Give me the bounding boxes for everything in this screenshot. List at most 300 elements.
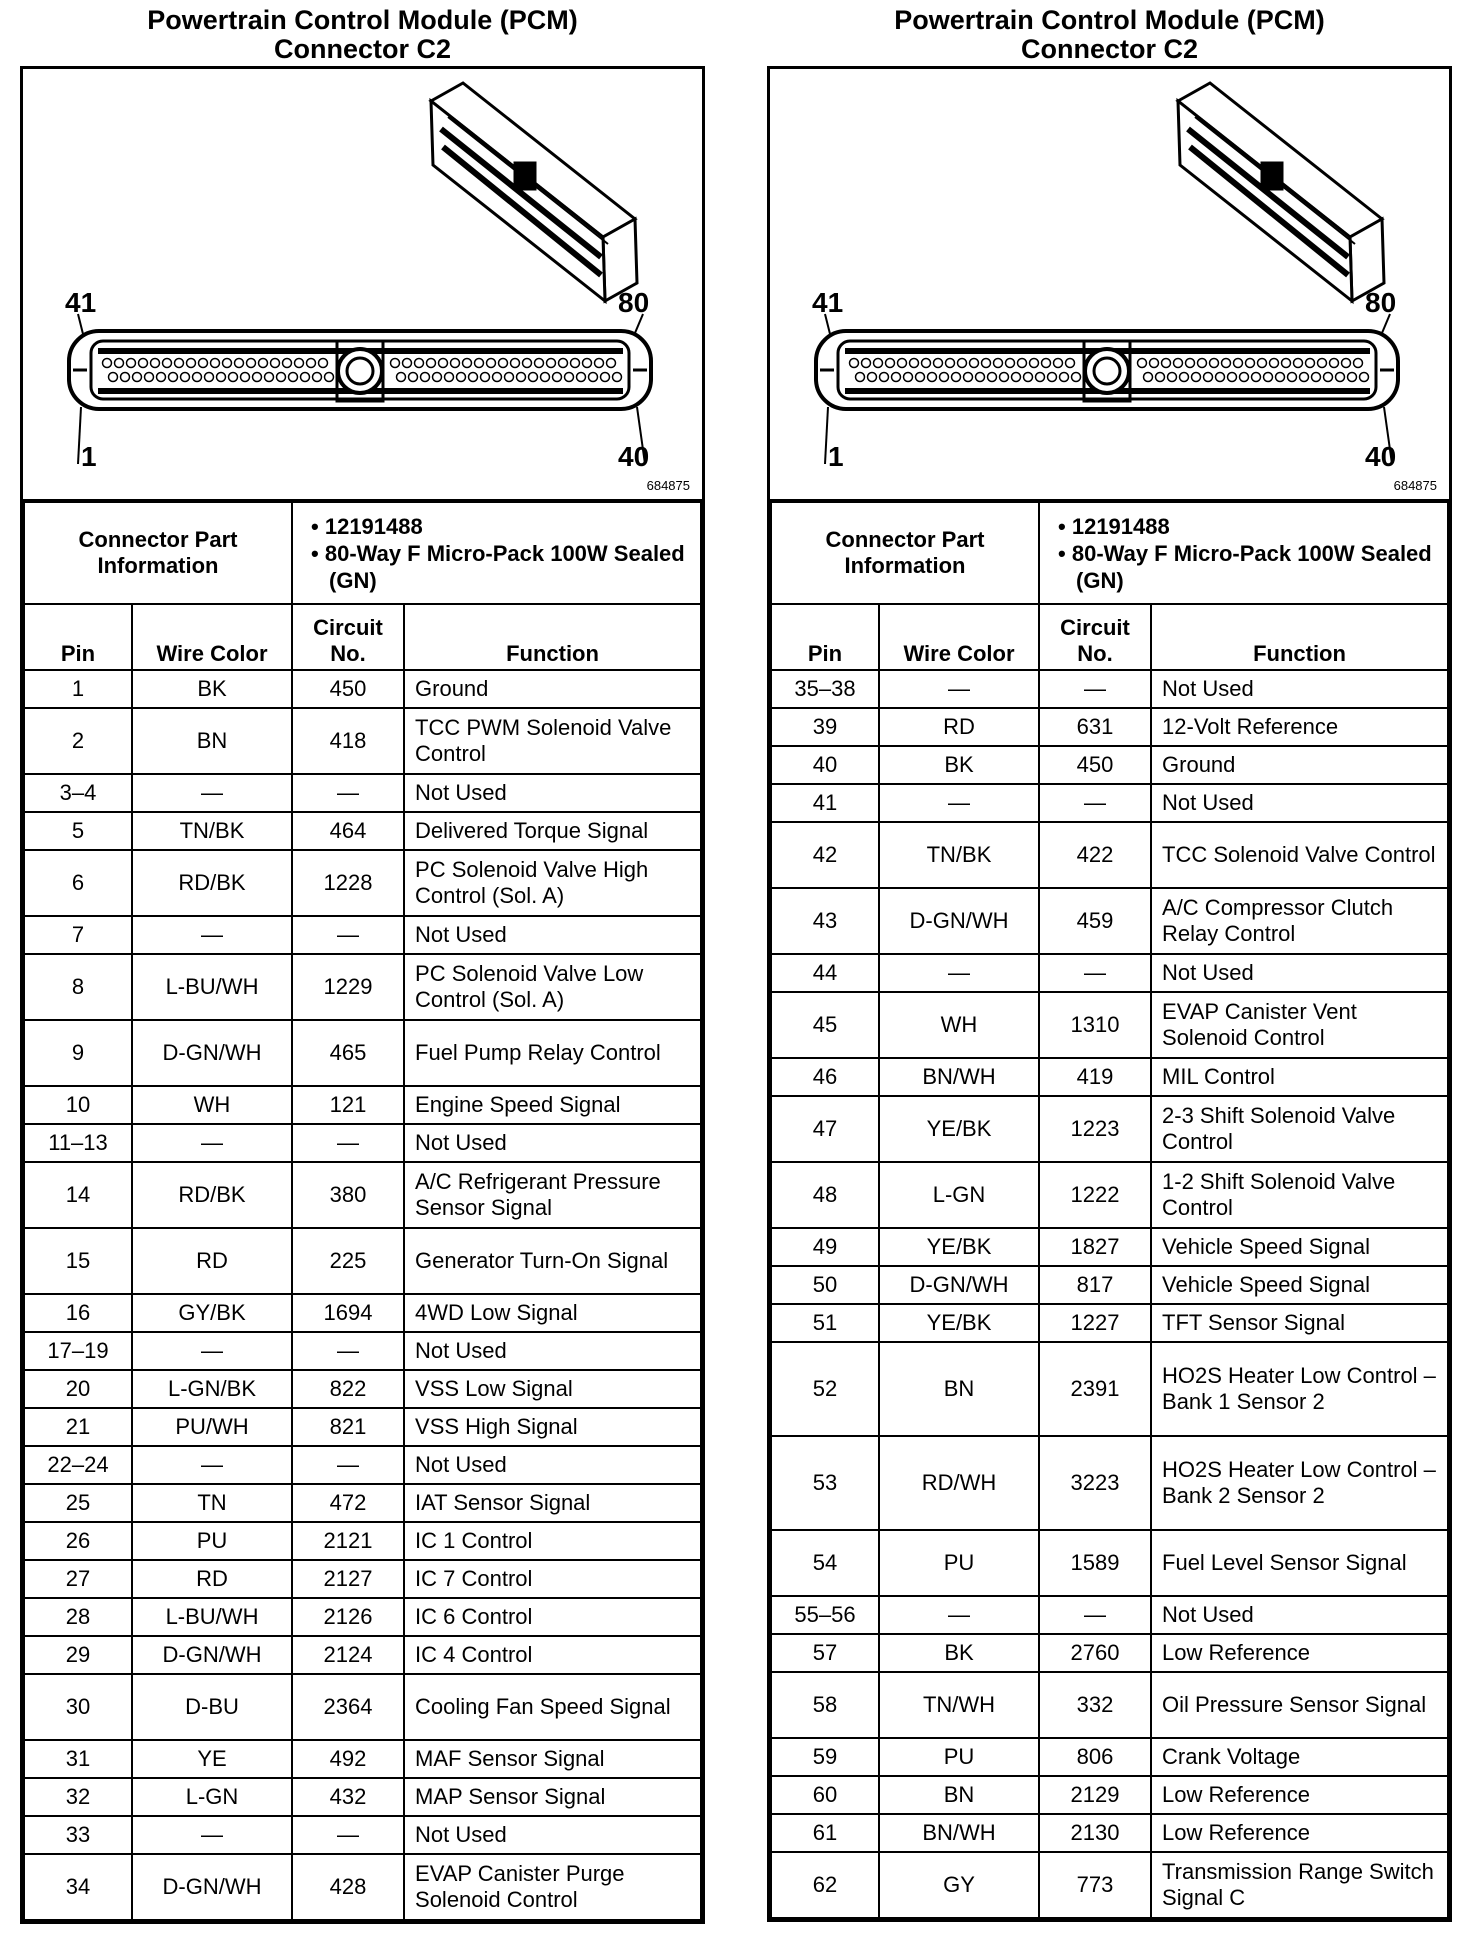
table-row: [771, 1852, 1448, 1918]
wire-color-cell: —: [132, 774, 292, 812]
panel-title: [20, 0, 705, 66]
connector-description: • 80-Way F Micro-Pack 100W Sealed (GN): [329, 540, 694, 594]
pinout-rows: [771, 670, 1448, 1918]
circuit-cell: 1227: [1039, 1304, 1151, 1342]
wire-color-cell: L-BU/WH: [132, 954, 292, 1020]
wire-color-cell: D-GN/WH: [879, 1266, 1039, 1304]
pin-cell: 9: [24, 1020, 132, 1086]
connector-info-label: Connector Part Information: [771, 502, 1039, 604]
wire-color-cell: —: [879, 954, 1039, 992]
circuit-cell: 822: [292, 1370, 404, 1408]
pin-label-40: 40: [1365, 441, 1397, 472]
header-function: Function: [1151, 604, 1448, 670]
pin-cell: 11–13: [24, 1124, 132, 1162]
pin-cell: 21: [24, 1408, 132, 1446]
circuit-cell: 1827: [1039, 1228, 1151, 1266]
pin-cell: 51: [771, 1304, 879, 1342]
function-cell: Not Used: [404, 1446, 701, 1484]
circuit-cell: 773: [1039, 1852, 1151, 1918]
pin-cell: 47: [771, 1096, 879, 1162]
function-cell: Vehicle Speed Signal: [1151, 1266, 1448, 1304]
circuit-cell: —: [292, 916, 404, 954]
wire-color-cell: —: [132, 916, 292, 954]
wire-color-cell: D-GN/WH: [132, 1020, 292, 1086]
table-row: [24, 670, 701, 708]
function-cell: Not Used: [404, 1816, 701, 1854]
connector-diagram: [770, 69, 1449, 501]
pinout-rows: [24, 670, 701, 1920]
circuit-cell: —: [292, 774, 404, 812]
pin-cell: 46: [771, 1058, 879, 1096]
pin-cell: 15: [24, 1228, 132, 1294]
pin-cell: 14: [24, 1162, 132, 1228]
pin-cell: 60: [771, 1776, 879, 1814]
header-pin: Pin: [771, 604, 879, 670]
function-cell: Fuel Level Sensor Signal: [1151, 1530, 1448, 1596]
circuit-cell: 459: [1039, 888, 1151, 954]
connector-3d-view: [431, 83, 637, 301]
table-row: [771, 1814, 1448, 1852]
connector-face: [816, 314, 1398, 464]
table-row: [771, 746, 1448, 784]
pin-cell: 30: [24, 1674, 132, 1740]
wire-color-cell: RD: [879, 708, 1039, 746]
pin-cell: 34: [24, 1854, 132, 1920]
pin-cell: 59: [771, 1738, 879, 1776]
connector-info-row: [24, 502, 701, 604]
circuit-cell: 2364: [292, 1674, 404, 1740]
wire-color-cell: BN: [879, 1342, 1039, 1436]
table-row: [24, 1674, 701, 1740]
circuit-cell: 432: [292, 1778, 404, 1816]
function-cell: IC 6 Control: [404, 1598, 701, 1636]
table-row: [771, 1096, 1448, 1162]
pin-cell: 49: [771, 1228, 879, 1266]
pin-cell: 25: [24, 1484, 132, 1522]
wire-color-cell: L-GN: [879, 1162, 1039, 1228]
function-cell: VSS High Signal: [404, 1408, 701, 1446]
header-circuit: Circuit No.: [1039, 604, 1151, 670]
wire-color-cell: YE: [132, 1740, 292, 1778]
table-row: [24, 1816, 701, 1854]
function-cell: Not Used: [1151, 954, 1448, 992]
wire-color-cell: L-BU/WH: [132, 1598, 292, 1636]
connector-info-items: [292, 502, 701, 604]
function-cell: IAT Sensor Signal: [404, 1484, 701, 1522]
table-row: [771, 1530, 1448, 1596]
table-row: [24, 812, 701, 850]
pin-cell: 28: [24, 1598, 132, 1636]
wire-color-cell: RD: [132, 1560, 292, 1598]
function-cell: Not Used: [1151, 670, 1448, 708]
pin-cell: 17–19: [24, 1332, 132, 1370]
wire-color-cell: PU: [879, 1738, 1039, 1776]
wire-color-cell: —: [132, 1446, 292, 1484]
function-cell: Not Used: [404, 1332, 701, 1370]
wire-color-cell: BN/WH: [879, 1058, 1039, 1096]
function-cell: 1-2 Shift Solenoid Valve Control: [1151, 1162, 1448, 1228]
function-cell: 12-Volt Reference: [1151, 708, 1448, 746]
function-cell: Not Used: [404, 774, 701, 812]
wire-color-cell: BN/WH: [879, 1814, 1039, 1852]
connector-info-label: Connector Part Information: [24, 502, 292, 604]
wire-color-cell: BN: [879, 1776, 1039, 1814]
table-row: [24, 1370, 701, 1408]
circuit-cell: —: [292, 1124, 404, 1162]
pin-cell: 3–4: [24, 774, 132, 812]
function-cell: Not Used: [1151, 784, 1448, 822]
part-number: • 12191488: [329, 513, 694, 540]
pin-cell: 10: [24, 1086, 132, 1124]
pin-cell: 52: [771, 1342, 879, 1436]
wire-color-cell: L-GN/BK: [132, 1370, 292, 1408]
circuit-cell: 817: [1039, 1266, 1151, 1304]
table-row: [24, 1636, 701, 1674]
circuit-cell: 492: [292, 1740, 404, 1778]
circuit-cell: 1223: [1039, 1096, 1151, 1162]
wire-color-cell: RD/BK: [132, 850, 292, 916]
table-row: [24, 1408, 701, 1446]
pinout-table: [23, 501, 702, 1921]
circuit-cell: —: [292, 1332, 404, 1370]
wire-color-cell: YE/BK: [879, 1096, 1039, 1162]
pin-cell: 40: [771, 746, 879, 784]
function-cell: HO2S Heater Low Control – Bank 1 Sensor 2: [1151, 1342, 1448, 1436]
pin-cell: 29: [24, 1636, 132, 1674]
table-row: [771, 1672, 1448, 1738]
wire-color-cell: GY/BK: [132, 1294, 292, 1332]
table-row: [24, 1228, 701, 1294]
table-row: [771, 1436, 1448, 1530]
pin-cell: 45: [771, 992, 879, 1058]
pin-cell: 35–38: [771, 670, 879, 708]
function-cell: Not Used: [404, 1124, 701, 1162]
pin-cell: 26: [24, 1522, 132, 1560]
wire-color-cell: BK: [132, 670, 292, 708]
function-cell: MIL Control: [1151, 1058, 1448, 1096]
circuit-cell: 821: [292, 1408, 404, 1446]
circuit-cell: 2124: [292, 1636, 404, 1674]
pin-cell: 7: [24, 916, 132, 954]
circuit-cell: —: [1039, 954, 1151, 992]
table-row: [771, 1738, 1448, 1776]
table-row: [24, 1740, 701, 1778]
circuit-cell: —: [292, 1446, 404, 1484]
connector-diagram: [23, 69, 702, 501]
function-cell: IC 4 Control: [404, 1636, 701, 1674]
wire-color-cell: WH: [132, 1086, 292, 1124]
table-row: [24, 850, 701, 916]
function-cell: Not Used: [1151, 1596, 1448, 1634]
circuit-cell: 2760: [1039, 1634, 1151, 1672]
panel-title: [767, 0, 1452, 66]
wire-color-cell: TN: [132, 1484, 292, 1522]
function-cell: IC 1 Control: [404, 1522, 701, 1560]
wire-color-cell: BK: [879, 746, 1039, 784]
circuit-cell: 419: [1039, 1058, 1151, 1096]
pin-cell: 22–24: [24, 1446, 132, 1484]
wire-color-cell: D-GN/WH: [132, 1854, 292, 1920]
pin-label-41: 41: [65, 287, 97, 318]
pin-cell: 41: [771, 784, 879, 822]
table-row: [771, 1162, 1448, 1228]
function-cell: TFT Sensor Signal: [1151, 1304, 1448, 1342]
function-cell: Ground: [1151, 746, 1448, 784]
connector-info-list: [299, 513, 694, 594]
table-row: [24, 1778, 701, 1816]
pin-cell: 33: [24, 1816, 132, 1854]
wire-color-cell: —: [879, 670, 1039, 708]
connector-box: [20, 66, 705, 1924]
pin-cell: 55–56: [771, 1596, 879, 1634]
table-row: [771, 992, 1448, 1058]
wire-color-cell: RD/BK: [132, 1162, 292, 1228]
wire-color-cell: YE/BK: [879, 1228, 1039, 1266]
panel-right: [767, 0, 1452, 1922]
wire-color-cell: WH: [879, 992, 1039, 1058]
wire-color-cell: D-GN/WH: [132, 1636, 292, 1674]
circuit-cell: 1589: [1039, 1530, 1151, 1596]
function-cell: Oil Pressure Sensor Signal: [1151, 1672, 1448, 1738]
pin-cell: 57: [771, 1634, 879, 1672]
header-wire-color: Wire Color: [879, 604, 1039, 670]
circuit-cell: 422: [1039, 822, 1151, 888]
function-cell: MAP Sensor Signal: [404, 1778, 701, 1816]
pin-cell: 39: [771, 708, 879, 746]
table-row: [771, 1266, 1448, 1304]
circuit-cell: —: [1039, 784, 1151, 822]
pin-label-80: 80: [1365, 287, 1397, 318]
pin-cell: 48: [771, 1162, 879, 1228]
wire-color-cell: BN: [132, 708, 292, 774]
circuit-cell: 428: [292, 1854, 404, 1920]
pin-label-80: 80: [618, 287, 650, 318]
circuit-cell: —: [1039, 1596, 1151, 1634]
table-row: [24, 1854, 701, 1920]
pin-cell: 20: [24, 1370, 132, 1408]
table-row: [771, 1304, 1448, 1342]
wire-color-cell: TN/WH: [879, 1672, 1039, 1738]
function-cell: Cooling Fan Speed Signal: [404, 1674, 701, 1740]
table-row: [771, 1596, 1448, 1634]
function-cell: Generator Turn-On Signal: [404, 1228, 701, 1294]
function-cell: EVAP Canister Purge Solenoid Control: [404, 1854, 701, 1920]
connector-info-items: [1039, 502, 1448, 604]
function-cell: Crank Voltage: [1151, 1738, 1448, 1776]
pin-cell: 53: [771, 1436, 879, 1530]
header-function: Function: [404, 604, 701, 670]
table-header-row: [771, 604, 1448, 670]
pin-cell: 61: [771, 1814, 879, 1852]
circuit-cell: 2391: [1039, 1342, 1151, 1436]
table-row: [24, 1020, 701, 1086]
function-cell: TCC Solenoid Valve Control: [1151, 822, 1448, 888]
circuit-cell: 3223: [1039, 1436, 1151, 1530]
connector-info-list: [1046, 513, 1441, 594]
panel-left: [20, 0, 705, 1924]
circuit-cell: —: [292, 1816, 404, 1854]
wire-color-cell: —: [132, 1332, 292, 1370]
function-cell: Fuel Pump Relay Control: [404, 1020, 701, 1086]
table-row: [771, 1342, 1448, 1436]
circuit-cell: 450: [1039, 746, 1151, 784]
function-cell: HO2S Heater Low Control – Bank 2 Sensor 2: [1151, 1436, 1448, 1530]
circuit-cell: 2130: [1039, 1814, 1151, 1852]
circuit-cell: 1229: [292, 954, 404, 1020]
table-row: [24, 1446, 701, 1484]
function-cell: PC Solenoid Valve Low Control (Sol. A): [404, 954, 701, 1020]
image-id: 684875: [1393, 478, 1437, 493]
function-cell: PC Solenoid Valve High Control (Sol. A): [404, 850, 701, 916]
circuit-cell: 2129: [1039, 1776, 1151, 1814]
circuit-cell: 380: [292, 1162, 404, 1228]
table-row: [24, 1484, 701, 1522]
function-cell: MAF Sensor Signal: [404, 1740, 701, 1778]
table-header-row: [24, 604, 701, 670]
circuit-cell: 121: [292, 1086, 404, 1124]
wire-color-cell: TN/BK: [132, 812, 292, 850]
function-cell: EVAP Canister Vent Solenoid Control: [1151, 992, 1448, 1058]
function-cell: Low Reference: [1151, 1634, 1448, 1672]
wire-color-cell: RD/WH: [879, 1436, 1039, 1530]
circuit-cell: 1228: [292, 850, 404, 916]
table-row: [24, 774, 701, 812]
wire-color-cell: PU: [132, 1522, 292, 1560]
table-row: [771, 1634, 1448, 1672]
pin-cell: 6: [24, 850, 132, 916]
circuit-cell: 472: [292, 1484, 404, 1522]
wire-color-cell: D-GN/WH: [879, 888, 1039, 954]
wire-color-cell: YE/BK: [879, 1304, 1039, 1342]
table-row: [771, 670, 1448, 708]
pin-cell: 42: [771, 822, 879, 888]
function-cell: TCC PWM Solenoid Valve Control: [404, 708, 701, 774]
pin-cell: 31: [24, 1740, 132, 1778]
pin-cell: 27: [24, 1560, 132, 1598]
function-cell: 2-3 Shift Solenoid Valve Control: [1151, 1096, 1448, 1162]
pin-cell: 43: [771, 888, 879, 954]
circuit-cell: 2126: [292, 1598, 404, 1636]
connector-3d-view: [1178, 83, 1384, 301]
circuit-cell: 450: [292, 670, 404, 708]
connector-face: [69, 314, 651, 464]
pin-cell: 62: [771, 1852, 879, 1918]
circuit-cell: 806: [1039, 1738, 1151, 1776]
circuit-cell: 332: [1039, 1672, 1151, 1738]
table-row: [24, 1124, 701, 1162]
table-row: [24, 1522, 701, 1560]
function-cell: Delivered Torque Signal: [404, 812, 701, 850]
wire-color-cell: D-BU: [132, 1674, 292, 1740]
pin-cell: 50: [771, 1266, 879, 1304]
table-row: [771, 708, 1448, 746]
table-row: [771, 1776, 1448, 1814]
wire-color-cell: BK: [879, 1634, 1039, 1672]
table-row: [771, 1228, 1448, 1266]
circuit-cell: 464: [292, 812, 404, 850]
table-row: [24, 708, 701, 774]
circuit-cell: 225: [292, 1228, 404, 1294]
wire-color-cell: L-GN: [132, 1778, 292, 1816]
circuit-cell: 1222: [1039, 1162, 1151, 1228]
table-row: [24, 1560, 701, 1598]
pin-cell: 5: [24, 812, 132, 850]
circuit-cell: 465: [292, 1020, 404, 1086]
function-cell: VSS Low Signal: [404, 1370, 701, 1408]
pin-cell: 44: [771, 954, 879, 992]
wire-color-cell: —: [879, 1596, 1039, 1634]
connector-illustration: [23, 69, 702, 497]
function-cell: Engine Speed Signal: [404, 1086, 701, 1124]
table-row: [24, 1332, 701, 1370]
table-row: [24, 1294, 701, 1332]
header-wire-color: Wire Color: [132, 604, 292, 670]
pinout-table: [770, 501, 1449, 1919]
title-line-2: Connector C2: [1020, 34, 1199, 64]
function-cell: Ground: [404, 670, 701, 708]
table-row: [24, 1086, 701, 1124]
table-row: [24, 1162, 701, 1228]
function-cell: IC 7 Control: [404, 1560, 701, 1598]
circuit-cell: —: [1039, 670, 1151, 708]
title-line-1: Powertrain Control Module (PCM): [894, 5, 1325, 35]
title-line-1: Powertrain Control Module (PCM): [147, 5, 578, 35]
function-cell: Transmission Range Switch Signal C: [1151, 1852, 1448, 1918]
table-row: [24, 954, 701, 1020]
function-cell: A/C Refrigerant Pressure Sensor Signal: [404, 1162, 701, 1228]
pin-cell: 16: [24, 1294, 132, 1332]
wire-color-cell: —: [132, 1124, 292, 1162]
pin-label-40: 40: [618, 441, 650, 472]
pin-label-1: 1: [81, 441, 97, 472]
part-number: • 12191488: [1076, 513, 1441, 540]
connector-box: [767, 66, 1452, 1922]
pin-label-41: 41: [812, 287, 844, 318]
function-cell: Not Used: [404, 916, 701, 954]
table-row: [771, 822, 1448, 888]
connector-info-row: [771, 502, 1448, 604]
table-row: [24, 916, 701, 954]
pin-cell: 32: [24, 1778, 132, 1816]
title-line-2: Connector C2: [273, 34, 452, 64]
table-row: [771, 1058, 1448, 1096]
pin-cell: 2: [24, 708, 132, 774]
table-row: [771, 888, 1448, 954]
image-id: 684875: [646, 478, 690, 493]
pin-cell: 8: [24, 954, 132, 1020]
wire-color-cell: GY: [879, 1852, 1039, 1918]
wire-color-cell: TN/BK: [879, 822, 1039, 888]
wire-color-cell: —: [879, 784, 1039, 822]
pin-cell: 54: [771, 1530, 879, 1596]
circuit-cell: 1694: [292, 1294, 404, 1332]
circuit-cell: 2127: [292, 1560, 404, 1598]
wire-color-cell: PU/WH: [132, 1408, 292, 1446]
connector-illustration: [770, 69, 1449, 497]
wire-color-cell: PU: [879, 1530, 1039, 1596]
wire-color-cell: —: [132, 1816, 292, 1854]
pin-label-1: 1: [828, 441, 844, 472]
wire-color-cell: RD: [132, 1228, 292, 1294]
function-cell: Low Reference: [1151, 1814, 1448, 1852]
function-cell: Vehicle Speed Signal: [1151, 1228, 1448, 1266]
pin-cell: 58: [771, 1672, 879, 1738]
function-cell: 4WD Low Signal: [404, 1294, 701, 1332]
function-cell: Low Reference: [1151, 1776, 1448, 1814]
header-circuit: Circuit No.: [292, 604, 404, 670]
table-row: [771, 954, 1448, 992]
circuit-cell: 1310: [1039, 992, 1151, 1058]
